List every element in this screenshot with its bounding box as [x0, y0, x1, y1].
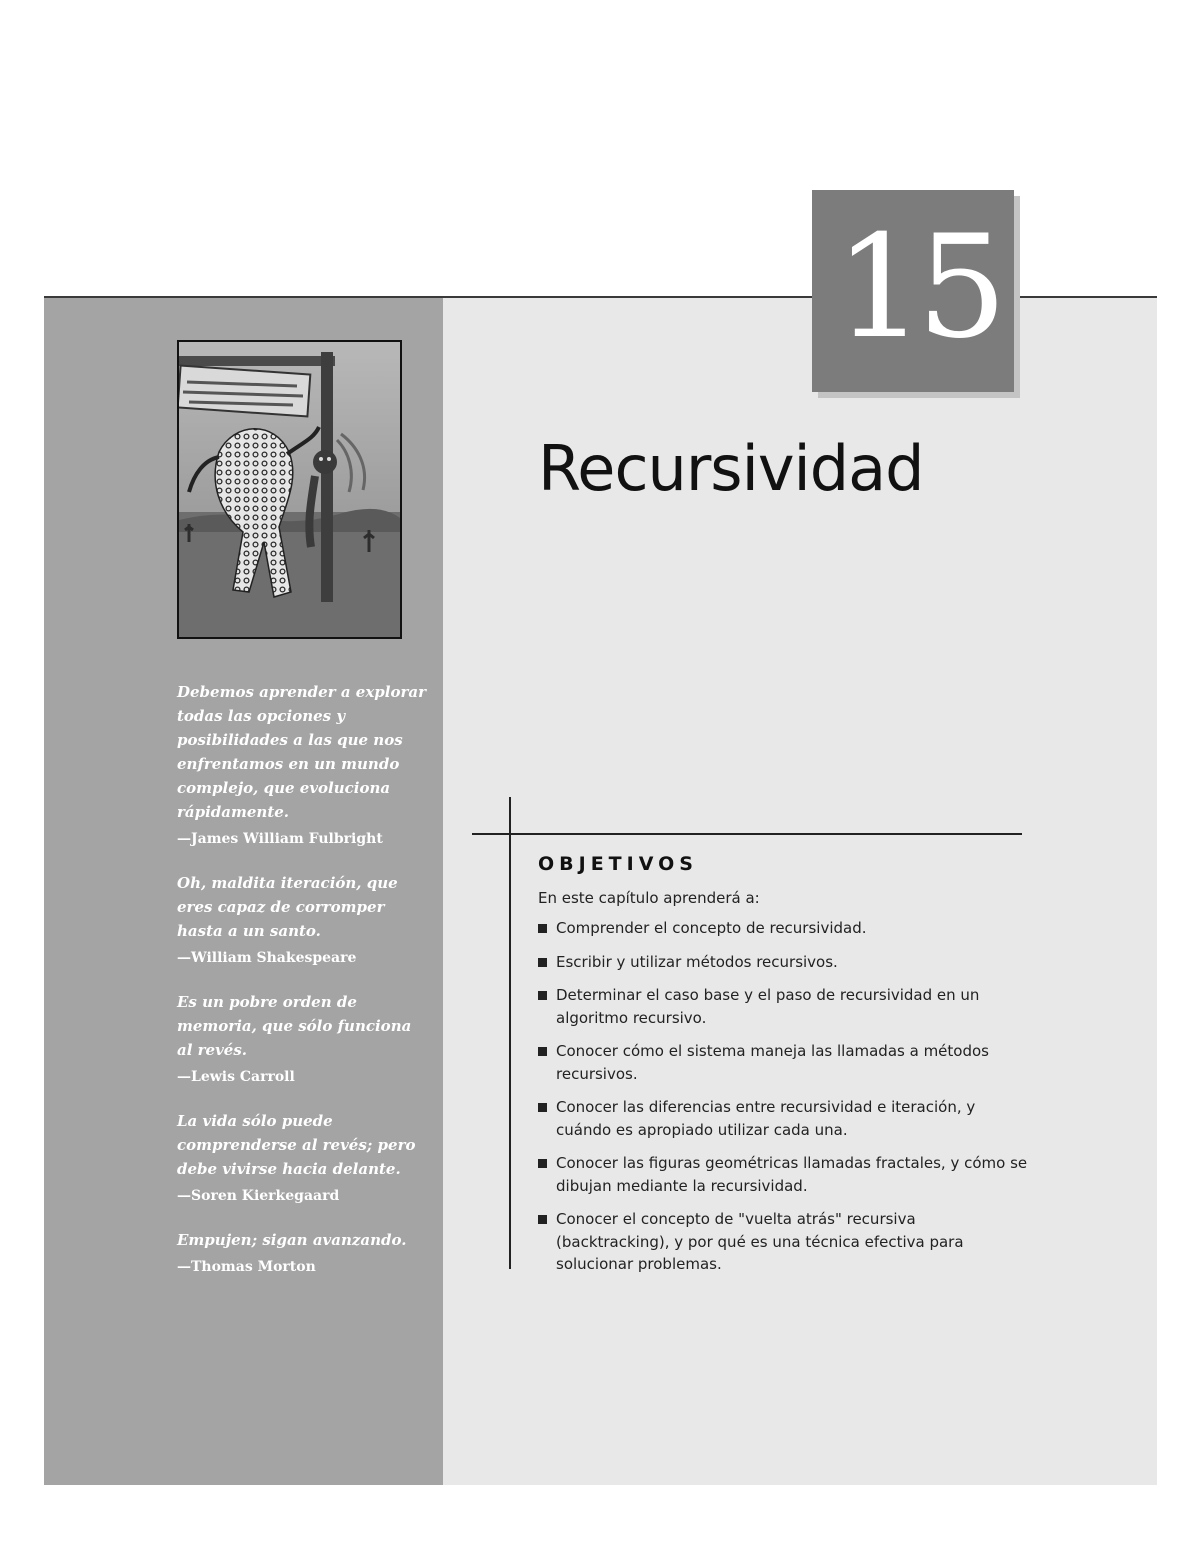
square-bullet-icon: [538, 958, 547, 967]
objectives-vertical-rule: [509, 797, 511, 1269]
square-bullet-icon: [538, 1159, 547, 1168]
chapter-title: Recursividad: [538, 432, 924, 505]
objective-item: [538, 1096, 1028, 1141]
objectives-intro: En este capítulo aprenderá a:: [538, 889, 760, 907]
square-bullet-icon: [538, 924, 547, 933]
quote: [177, 1109, 427, 1207]
objective-text: Comprender el concepto de recursividad.: [556, 919, 867, 937]
quote-text: Empujen; sigan avanzando.: [177, 1231, 407, 1249]
quote-text: Es un pobre orden de memoria, que sólo funciona al revés.: [177, 993, 412, 1059]
objective-item: [538, 1152, 1028, 1197]
objective-text: Escribir y utilizar métodos recursivos.: [556, 952, 838, 971]
objective-text: Conocer cómo el sistema maneja las llamadas a métodos recursivos.: [556, 1042, 989, 1083]
objectives-section: [538, 853, 1028, 1287]
chapter-number: 15: [834, 205, 1000, 370]
epigraph-quotes: [177, 680, 427, 1299]
quote-author: —James William Fulbright: [177, 831, 383, 847]
quote-text: La vida sólo puede comprenderse al revés; pero debe vivirse hacia delante.: [177, 1112, 416, 1178]
objective-item: [538, 1040, 1028, 1085]
square-bullet-icon: [538, 1103, 547, 1112]
objective-text: Conocer el concepto de "vuelta atrás" recursiva (backtracking), y por qué es una técnica efectiva para solucionar problemas.: [556, 1210, 964, 1273]
illustration-drawing: [179, 342, 400, 637]
quote: [177, 990, 427, 1088]
quote: [177, 871, 427, 969]
quote-author: —William Shakespeare: [177, 950, 357, 966]
objective-item: [538, 984, 1028, 1029]
quote: [177, 1228, 427, 1278]
objectives-horizontal-rule: [472, 833, 1022, 835]
quote-text: Debemos aprender a explorar todas las opciones y posibilidades a las que nos enfrentamos en un mundo complejo, que evoluciona rápidamente.: [177, 683, 426, 821]
square-bullet-icon: [538, 991, 547, 1000]
objective-item: [538, 1208, 1028, 1276]
objective-text: Conocer las diferencias entre recursividad e iteración, y cuándo es apropiado utilizar cada una.: [556, 1098, 976, 1139]
objectives-heading: OBJETIVOS: [538, 853, 698, 875]
chapter-illustration: [177, 340, 402, 639]
objectives-list: [538, 917, 1028, 1276]
quote-author: —Lewis Carroll: [177, 1069, 295, 1085]
square-bullet-icon: [538, 1215, 547, 1224]
quote-author: —Thomas Morton: [177, 1259, 316, 1275]
objective-text: Determinar el caso base y el paso de recursividad en un algoritmo recursivo.: [556, 986, 980, 1027]
square-bullet-icon: [538, 1047, 547, 1056]
chapter-number-box: [812, 190, 1014, 392]
quote: [177, 680, 427, 850]
objective-item: [538, 917, 1028, 940]
objective-item: [538, 951, 1028, 974]
quote-text: Oh, maldita iteración, que eres capaz de corromper hasta a un santo.: [177, 874, 398, 940]
objective-text: Conocer las figuras geométricas llamadas fractales, y cómo se dibujan mediante la recursividad.: [556, 1154, 1028, 1195]
quote-author: —Soren Kierkegaard: [177, 1188, 340, 1204]
